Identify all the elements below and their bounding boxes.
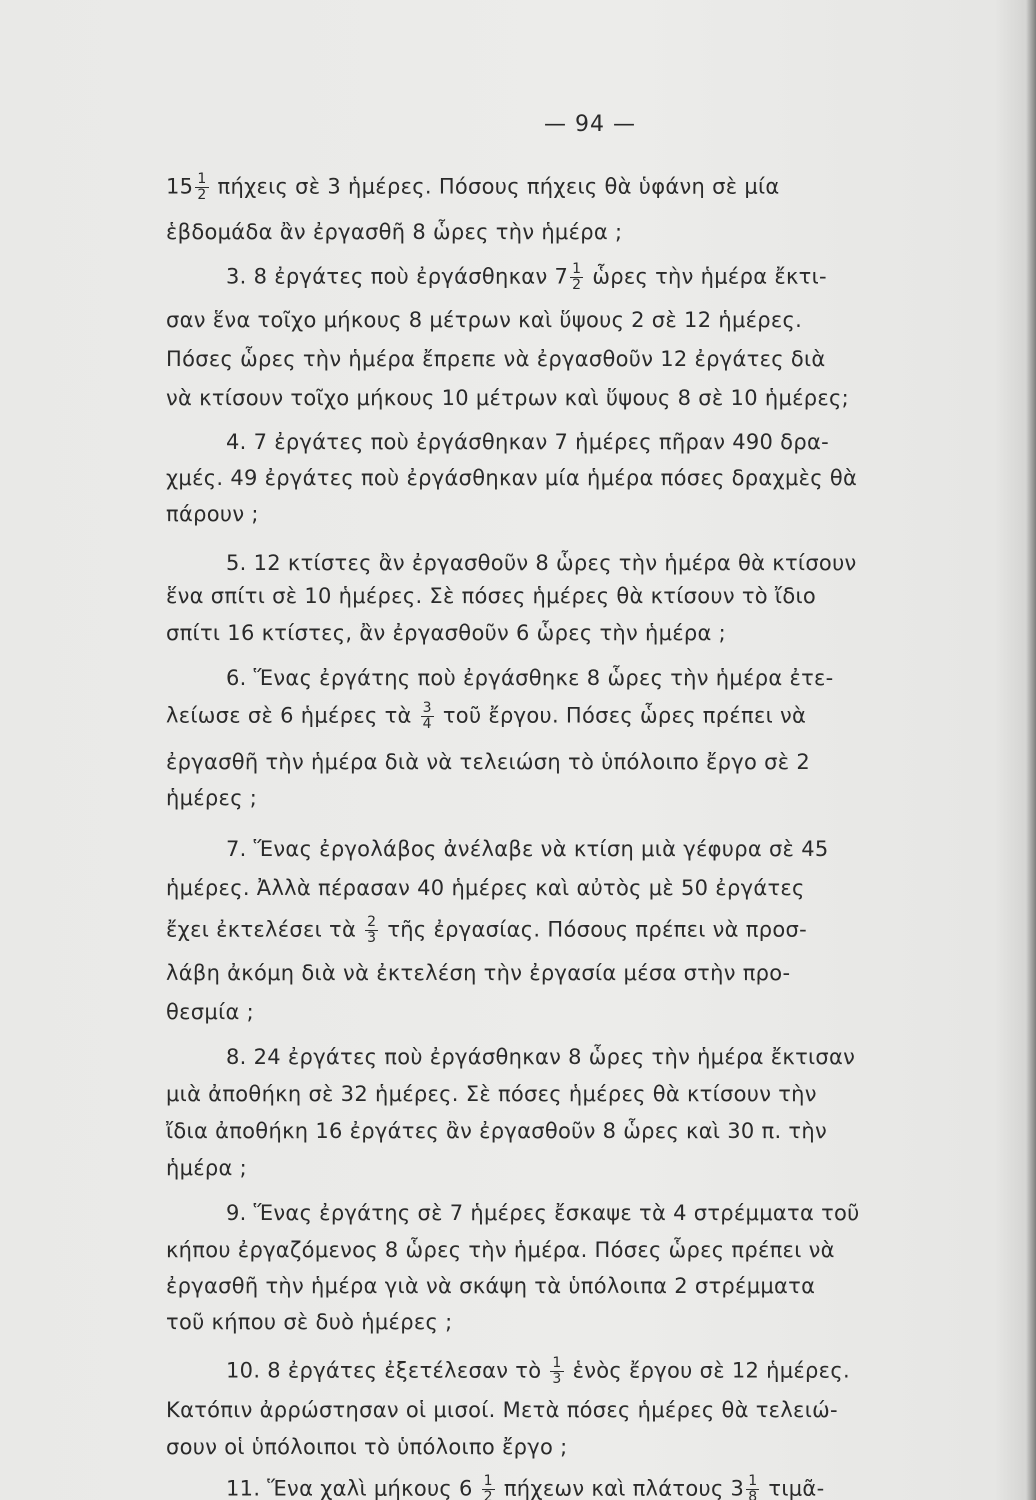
text-line bbox=[166, 835, 829, 863]
fraction-numerator: 3 bbox=[422, 700, 432, 716]
text-line bbox=[166, 1154, 247, 1182]
fraction bbox=[195, 172, 208, 203]
line-text: χμές. 49 ἐργάτες ποὺ ἐργάσθηκαν μία ἡμέρα πόσες δραχμὲς θὰ bbox=[166, 466, 858, 490]
text-line bbox=[166, 384, 849, 412]
line-text: ἡμέρες ; bbox=[166, 786, 258, 810]
fraction-denominator: 3 bbox=[552, 1371, 562, 1387]
text-line bbox=[166, 1474, 824, 1500]
text-line bbox=[166, 1117, 827, 1145]
line-text: 6. Ἕνας ἐργάτης ποὺ ἐργάσθηκε 8 ὧρες τὴν ἡμέρα ἐτε- bbox=[226, 666, 834, 690]
text-line bbox=[166, 582, 816, 610]
fraction-numerator: 1 bbox=[748, 1473, 758, 1489]
line-text: Πόσες ὧρες τὴν ἡμέρα ἔπρεπε νὰ ἐργασθοῦν 12 ἐργάτες διὰ bbox=[166, 347, 826, 371]
text-line bbox=[166, 1236, 835, 1264]
text-line bbox=[166, 1080, 817, 1108]
fraction-denominator: 8 bbox=[748, 1489, 758, 1500]
fraction-denominator: 2 bbox=[572, 277, 582, 293]
line-text: ἔχει ἐκτελέσει τὰ bbox=[166, 917, 364, 942]
line-text: 11. Ἕνα χαλὶ μήκους 6 bbox=[226, 1476, 480, 1500]
line-text: τοῦ κήπου σὲ δυὸ ἡμέρες ; bbox=[166, 1310, 453, 1334]
text-line bbox=[166, 874, 805, 902]
line-text: ἡμέρες. Ἀλλὰ πέρασαν 40 ἡμέρες καὶ αὐτὸς μὲ 50 ἐργάτες bbox=[166, 876, 805, 900]
line-text: λάβη ἀκόμη διὰ νὰ ἐκτελέση τὴν ἐργασία μέσα στὴν προ- bbox=[166, 961, 791, 985]
line-text: Κατόπιν ἀρρώστησαν οἱ μισοί. Μετὰ πόσες ἡμέρες θὰ τελειώ- bbox=[166, 1398, 838, 1422]
page-edge-shadow bbox=[1026, 0, 1036, 1500]
text-line bbox=[166, 784, 257, 812]
text-line bbox=[166, 1043, 855, 1071]
page-number: — 94 — bbox=[544, 112, 636, 137]
text-line bbox=[166, 619, 726, 647]
line-text: 8. 24 ἐργάτες ποὺ ἐργάσθηκαν 8 ὧρες τὴν ἡμέρα ἔκτισαν bbox=[226, 1045, 856, 1069]
line-text: πήχεων καὶ πλάτους 3 bbox=[496, 1476, 745, 1500]
line-text: 7. Ἕνας ἐργολάβος ἀνέλαβε νὰ κτίση μιὰ γέφυρα σὲ 45 bbox=[226, 837, 829, 861]
line-text: 10. 8 ἐργάτες ἐξετέλεσαν τὸ bbox=[226, 1358, 549, 1383]
line-text: πάρουν ; bbox=[166, 502, 259, 526]
text-line bbox=[166, 428, 829, 456]
text-line bbox=[166, 172, 780, 203]
text-line bbox=[166, 998, 254, 1026]
fraction-numerator: 1 bbox=[197, 171, 207, 187]
line-text: ἴδια ἀποθήκη 16 ἐργάτες ἂν ἐργασθοῦν 8 ὧρες καὶ 30 π. τὴν bbox=[166, 1119, 828, 1143]
text-line bbox=[166, 1199, 860, 1227]
line-text: νὰ κτίσουν τοῖχο μήκους 10 μέτρων καὶ ὕψους 8 σὲ 10 ἡμέρες; bbox=[166, 386, 850, 410]
line-text: ἡμέρα ; bbox=[166, 1156, 248, 1180]
line-text: 4. 7 ἐργάτες ποὺ ἐργάσθηκαν 7 ἡμέρες πῆραν 490 δρα- bbox=[226, 430, 829, 454]
text-line bbox=[166, 262, 827, 293]
line-text: πήχεις σὲ 3 ἡμέρες. Πόσους πήχεις θὰ ὑφάνη σὲ μία bbox=[210, 174, 780, 199]
fraction-denominator: 2 bbox=[197, 187, 207, 203]
fraction-numerator: 1 bbox=[552, 1355, 562, 1371]
text-line bbox=[166, 959, 790, 987]
line-text: ἐργασθῆ τὴν ἡμέρα γιὰ νὰ σκάψη τὰ ὑπόλοιπα 2 στρέμματα bbox=[166, 1274, 816, 1298]
text-line bbox=[166, 1433, 568, 1461]
fraction bbox=[482, 1474, 495, 1500]
text-line bbox=[166, 1272, 815, 1300]
line-text: μιὰ ἀποθήκη σὲ 32 ἡμέρες. Σὲ πόσες ἡμέρες θὰ κτίσουν τὴν bbox=[166, 1082, 817, 1106]
line-text: τιμᾶ- bbox=[761, 1476, 825, 1500]
text-line bbox=[166, 549, 857, 577]
text-line bbox=[166, 748, 810, 776]
text-line bbox=[166, 1356, 850, 1387]
text-line bbox=[166, 345, 826, 373]
text-line bbox=[166, 1308, 452, 1336]
line-text: ἑβδομάδα ἂν ἐργασθῆ 8 ὧρες τὴν ἡμέρα ; bbox=[166, 220, 623, 244]
fraction bbox=[746, 1474, 759, 1500]
line-text: τοῦ ἔργου. Πόσες ὧρες πρέπει νὰ bbox=[435, 703, 807, 728]
fraction bbox=[570, 262, 583, 293]
line-text: ἕνα σπίτι σὲ 10 ἡμέρες. Σὲ πόσες ἡμέρες θὰ κτίσουν τὸ ἴδιο bbox=[166, 584, 817, 608]
fraction-denominator: 2 bbox=[483, 1489, 493, 1500]
fraction bbox=[550, 1356, 563, 1387]
fraction-denominator: 4 bbox=[422, 716, 432, 732]
line-text: ἐργασθῆ τὴν ἡμέρα διὰ νὰ τελειώση τὸ ὑπόλοιπο ἔργο σὲ 2 bbox=[166, 750, 810, 774]
line-text: τῆς ἐργασίας. Πόσους πρέπει νὰ προσ- bbox=[380, 917, 807, 942]
text-line bbox=[166, 915, 807, 946]
text-line bbox=[166, 664, 834, 692]
line-text: σουν οἱ ὑπόλοιποι τὸ ὑπόλοιπο ἔργο ; bbox=[166, 1435, 568, 1459]
text-line bbox=[166, 218, 622, 246]
line-text: 15 bbox=[166, 174, 194, 199]
line-text: 5. 12 κτίστες ἂν ἐργασθοῦν 8 ὧρες τὴν ἡμέρα θὰ κτίσουν bbox=[226, 551, 857, 575]
fraction bbox=[365, 915, 378, 946]
text-line bbox=[166, 500, 259, 528]
text-line bbox=[166, 464, 857, 492]
text-line bbox=[166, 1396, 838, 1424]
fraction-denominator: 3 bbox=[367, 930, 377, 946]
text-line bbox=[166, 306, 802, 334]
line-text: 9. Ἕνας ἐργάτης σὲ 7 ἡμέρες ἔσκαψε τὰ 4 στρέμματα τοῦ bbox=[226, 1201, 860, 1225]
line-text: ἑνὸς ἔργου σὲ 12 ἡμέρες. bbox=[565, 1358, 850, 1383]
fraction-numerator: 1 bbox=[483, 1473, 493, 1489]
fraction-numerator: 2 bbox=[367, 914, 377, 930]
line-text: σπίτι 16 κτίστες, ἂν ἐργασθοῦν 6 ὧρες τὴν ἡμέρα ; bbox=[166, 621, 727, 645]
line-text: κήπου ἐργαζόμενος 8 ὧρες τὴν ἡμέρα. Πόσες ὧρες πρέπει νὰ bbox=[166, 1238, 835, 1262]
line-text: λείωσε σὲ 6 ἡμέρες τὰ bbox=[166, 703, 419, 728]
line-text: σαν ἕνα τοῖχο μήκους 8 μέτρων καὶ ὕψους 2 σὲ 12 ἡμέρες. bbox=[166, 308, 803, 332]
line-text: ὧρες τὴν ἡμέρα ἔκτι- bbox=[585, 264, 827, 289]
fraction bbox=[421, 701, 434, 732]
line-text: θεσμία ; bbox=[166, 1000, 254, 1024]
fraction-numerator: 1 bbox=[572, 261, 582, 277]
text-line bbox=[166, 701, 806, 732]
line-text: 3. 8 ἐργάτες ποὺ ἐργάσθηκαν 7 bbox=[226, 264, 569, 289]
